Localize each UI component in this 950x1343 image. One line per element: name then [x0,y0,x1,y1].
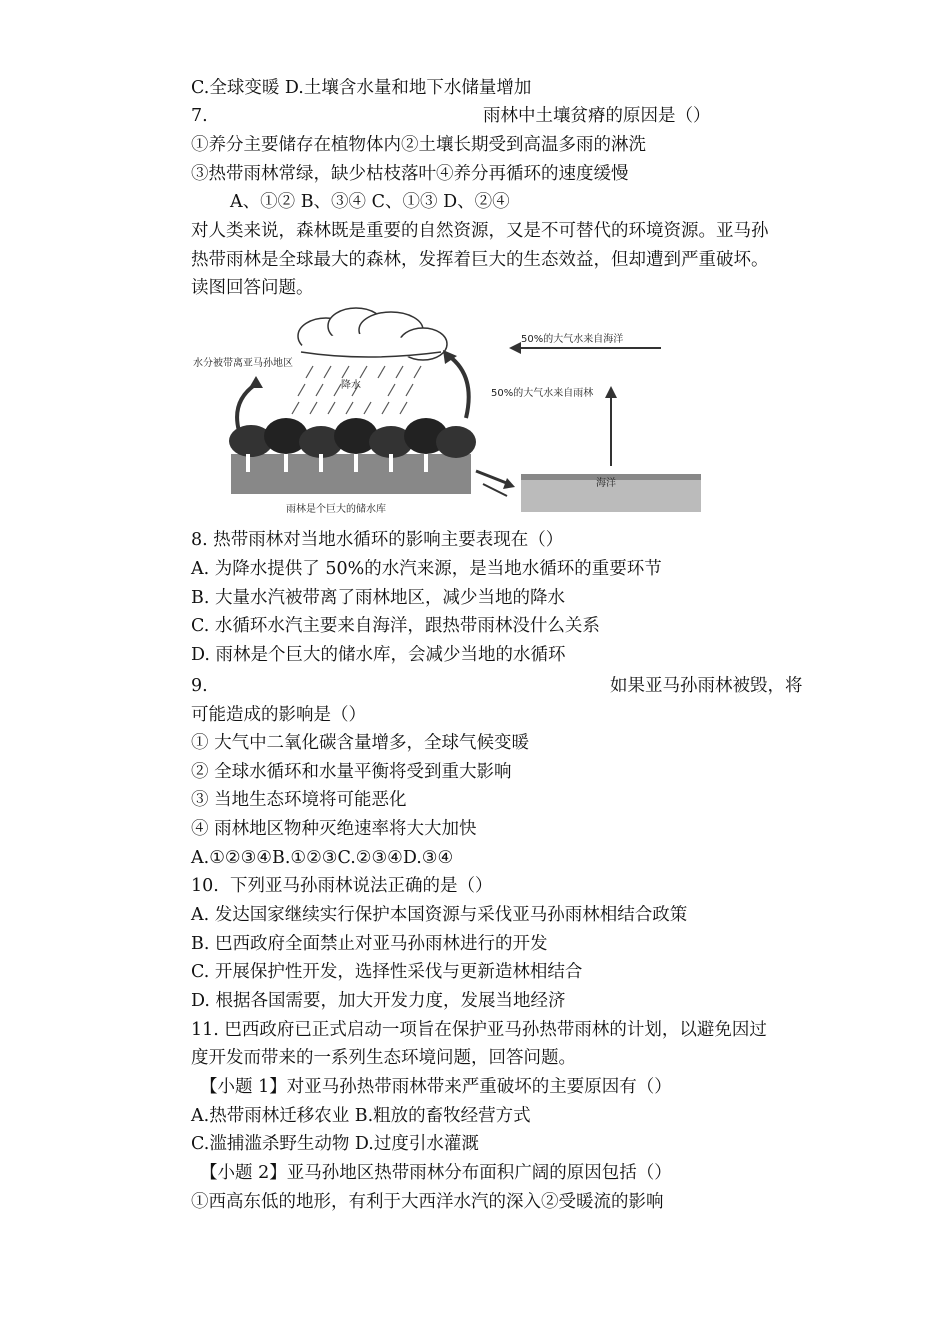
text-line: C.全球变暖 D.土壤含水量和地下水储量增加 [191,78,532,98]
evaporation-arrow-icon [449,356,469,418]
text-line: 对人类来说，森林既是重要的自然资源，又是不可替代的环境资源。亚马孙 [191,221,769,241]
question-10-option-d: D. 根据各国需要，加大开发力度，发展当地经济 [191,991,566,1011]
question-11-stem: 11. 巴西政府已正式启动一项旨在保护亚马孙热带雨林的计划，以避免因过 [191,1020,767,1040]
cloud-icon [298,308,447,362]
text-line: ② 全球水循环和水量平衡将受到重大影响 [191,762,512,782]
question-9-stem: 如果亚马孙雨林被毁，将 [610,676,803,696]
rain-label: 降水 [341,380,361,391]
question-8-option-c: C. 水循环水汽主要来自海洋，跟热带雨林没什么关系 [191,616,600,636]
question-7-stem: 雨林中土壤贫瘠的原因是（） [483,106,711,126]
question-10-option-a: A. 发达国家继续实行保护本国资源与采伐亚马孙雨林相结合政策 [191,905,688,925]
text-line: 读图回答问题。 [191,278,314,298]
text-line: 度开发而带来的一系列生态环境问题，回答问题。 [191,1048,576,1068]
rainforest-trees-icon [229,418,476,494]
ocean-label: 海洋 [596,478,616,489]
water-cycle-figure [191,306,711,518]
subquestion-1-stem: 【小题 1】对亚马孙热带雨林带来严重破坏的主要原因有（） [200,1077,672,1097]
text-line: ① 大气中二氧化碳含量增多，全球气候变暖 [191,733,530,753]
question-8-stem: 8. 热带雨林对当地水循环的影响主要表现在（） [191,530,564,550]
question-10-option-b: B. 巴西政府全面禁止对亚马孙雨林进行的开发 [191,934,548,954]
question-10-stem: 10. 下列亚马孙雨林说法正确的是（） [191,876,493,896]
question-9-options: A.①②③④B.①②③C.②③④D.③④ [191,848,454,868]
text-line: ①养分主要储存在植物体内②土壤长期受到高温多雨的淋洗 [191,135,646,155]
subquestion-2-stem: 【小题 2】亚马孙地区热带雨林分布面积广阔的原因包括（） [200,1163,672,1183]
text-line: 可能造成的影响是（） [191,705,366,725]
question-8-option-b: B. 大量水汽被带离了雨林地区，减少当地的降水 [191,588,565,608]
question-7-number: 7. [191,106,208,126]
question-8-option-d: D. 雨林是个巨大的储水库，会减少当地的水循环 [191,645,566,665]
subquestion-1-options-cd: C.滥捕滥杀野生动物 D.过度引水灌溉 [191,1134,479,1154]
text-line: ④ 雨林地区物种灭绝速率将大大加快 [191,819,477,839]
question-10-option-c: C. 开展保护性开发，选择性采伐与更新造林相结合 [191,962,583,982]
text-line: ③热带雨林常绿，缺少枯枝落叶④养分再循环的速度缓慢 [191,164,629,184]
question-9-number: 9. [191,676,208,696]
question-7-options: A、①② B、③④ C、①③ D、②④ [230,192,510,212]
figure-caption: 雨林是个巨大的储水库 [286,504,386,515]
text-line: ③ 当地生态环境将可能恶化 [191,790,407,810]
text-line: ①西高东低的地形，有利于大西洋水汽的深入②受暖流的影响 [191,1192,664,1212]
arrow-left-icon [237,384,256,431]
forest-source-label: 50%的大气水来自雨林 [491,388,594,399]
text-line: 热带雨林是全球最大的森林，发挥着巨大的生态效益，但却遭到严重破坏。 [191,250,769,270]
water-leaving-label: 水分被带离亚马孙地区 [193,358,293,369]
subquestion-1-options-ab: A.热带雨林迁移农业 B.粗放的畜牧经营方式 [191,1106,531,1126]
ocean-source-label: 50%的大气水来自海洋 [521,334,624,345]
runoff-arrow-icon [476,471,509,484]
question-8-option-a: A. 为降水提供了 50%的水汽来源，是当地水循环的重要环节 [191,559,662,579]
